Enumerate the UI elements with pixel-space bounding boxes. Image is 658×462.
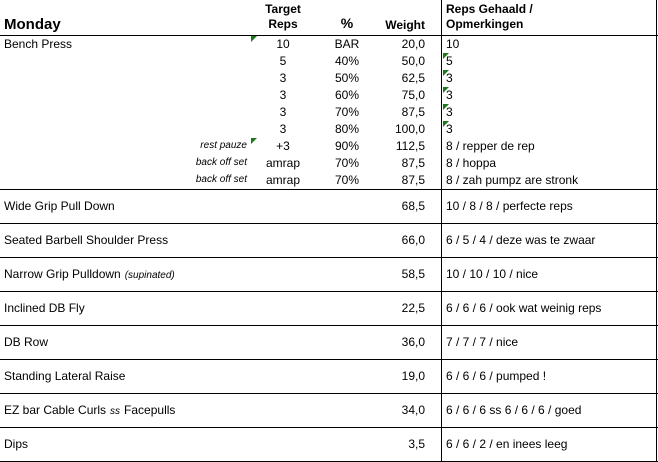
exercise-weight: 22,5	[401, 301, 425, 315]
row-border	[0, 325, 658, 326]
set-weight: 87,5	[401, 156, 425, 170]
set-label: rest pauze	[200, 140, 247, 151]
set-percent: 60%	[334, 88, 360, 102]
target-header-line2: Reps	[268, 17, 298, 31]
percent-header: %	[340, 15, 354, 31]
exercise-name-text: Standing Lateral Raise	[4, 369, 126, 383]
exercise-name	[4, 199, 115, 213]
cell-comment-marker	[251, 138, 257, 144]
exercise-weight: 36,0	[401, 335, 425, 349]
row-border	[0, 257, 658, 258]
exercise-weight: 34,0	[401, 403, 425, 417]
target-header-line1: Target	[265, 2, 301, 16]
exercise-reps-done: 6 / 6 / 2 / en inees leeg	[446, 437, 568, 451]
set-target-reps: 3	[279, 122, 287, 136]
row-border	[0, 393, 658, 394]
exercise-weight: 68,5	[401, 199, 425, 213]
cell-comment-marker	[443, 121, 449, 127]
set-percent: 50%	[334, 71, 360, 85]
exercise-name	[4, 335, 48, 349]
set-label: back off set	[195, 174, 247, 185]
row-border	[0, 427, 658, 428]
set-reps-done: 8 / hoppa	[446, 156, 497, 170]
exercise-weight: 58,5	[401, 267, 425, 281]
exercise-reps-done: 6 / 6 / 6 / ook wat weinig reps	[446, 301, 602, 315]
set-target-reps: 10	[276, 37, 290, 51]
exercise-name-bench-press: Bench Press	[4, 37, 73, 51]
set-reps-done: 3	[446, 105, 453, 119]
exercise-reps-done: 10 / 8 / 8 / perfecte reps	[446, 199, 573, 213]
set-percent: 70%	[334, 105, 360, 119]
cell-comment-marker	[443, 87, 449, 93]
exercise-reps-done: 6 / 6 / 6 ss 6 / 6 / 6 / goed	[446, 403, 582, 417]
exercise-name	[4, 233, 168, 247]
set-reps-done: 10	[446, 37, 460, 51]
exercise-name-text: Narrow Grip Pulldown	[4, 267, 121, 281]
set-percent: 70%	[334, 173, 360, 187]
exercise-name	[4, 369, 125, 383]
day-title: Monday	[4, 16, 61, 33]
exercise-weight: 19,0	[401, 369, 425, 383]
row-border	[0, 189, 658, 190]
set-target-reps: +3	[276, 139, 290, 153]
cell-comment-marker	[443, 53, 449, 59]
weight-header: Weight	[385, 18, 425, 32]
row-border	[0, 359, 658, 360]
exercise-name-text: DB Row	[4, 335, 49, 349]
set-reps-done: 3	[446, 71, 453, 85]
set-percent: 70%	[334, 156, 360, 170]
exercise-name-text: Inclined DB Fly	[4, 301, 85, 315]
exercise-reps-done: 10 / 10 / 10 / nice	[446, 267, 539, 281]
set-target-reps: 3	[279, 88, 287, 102]
exercise-weight: 3,5	[408, 437, 425, 451]
set-reps-done: 8 / repper de rep	[446, 139, 535, 153]
exercise-reps-done: 6 / 5 / 4 / deze was te zwaar	[446, 233, 596, 247]
reps-header-line1: Reps Gehaald /	[446, 2, 533, 16]
set-weight: 50,0	[401, 54, 425, 68]
cell-comment-marker	[443, 104, 449, 110]
exercise-name-text: Wide Grip Pull Down	[4, 199, 115, 213]
set-reps-done: 3	[446, 122, 453, 136]
row-border	[0, 291, 658, 292]
set-label: back off set	[195, 157, 247, 168]
set-target-reps: amrap	[265, 156, 300, 170]
set-weight: 87,5	[401, 173, 425, 187]
set-target-reps: 3	[279, 71, 287, 85]
set-weight: 112,5	[395, 139, 425, 153]
set-weight: 62,5	[401, 71, 425, 85]
exercise-name	[4, 403, 175, 419]
set-weight: 87,5	[401, 105, 425, 119]
exercise-name-text: Dips	[4, 437, 29, 451]
exercise-name	[4, 267, 175, 283]
set-reps-done: 3	[446, 88, 453, 102]
exercise-note: (supinated)	[124, 270, 175, 281]
exercise-name	[4, 437, 28, 451]
exercise-reps-done: 6 / 6 / 6 / pumped !	[446, 369, 547, 383]
set-reps-done: 5	[446, 54, 453, 68]
header-bottom-border	[0, 35, 658, 36]
exercise-reps-done: 7 / 7 / 7 / nice	[446, 335, 519, 349]
set-percent: 80%	[334, 122, 360, 136]
set-target-reps: amrap	[265, 173, 300, 187]
set-weight: 20,0	[401, 37, 425, 51]
set-percent: BAR	[334, 37, 360, 51]
set-target-reps: 3	[279, 105, 287, 119]
row-border	[0, 223, 658, 224]
exercise-name-text: EZ bar Cable Curls	[4, 403, 107, 417]
set-percent: 90%	[334, 139, 360, 153]
set-percent: 40%	[334, 54, 360, 68]
exercise-name-after: Facepulls	[124, 403, 176, 417]
exercise-name	[4, 301, 85, 315]
cell-comment-marker	[443, 70, 449, 76]
reps-header-line2: Opmerkingen	[446, 17, 524, 31]
set-weight: 100,0	[394, 122, 425, 136]
set-reps-done: 8 / zah pumpz are stronk	[446, 173, 579, 187]
set-weight: 75,0	[401, 88, 425, 102]
set-target-reps: 5	[279, 54, 287, 68]
exercise-note: ss	[110, 406, 121, 417]
exercise-weight: 66,0	[401, 233, 425, 247]
exercise-name-text: Seated Barbell Shoulder Press	[4, 233, 169, 247]
